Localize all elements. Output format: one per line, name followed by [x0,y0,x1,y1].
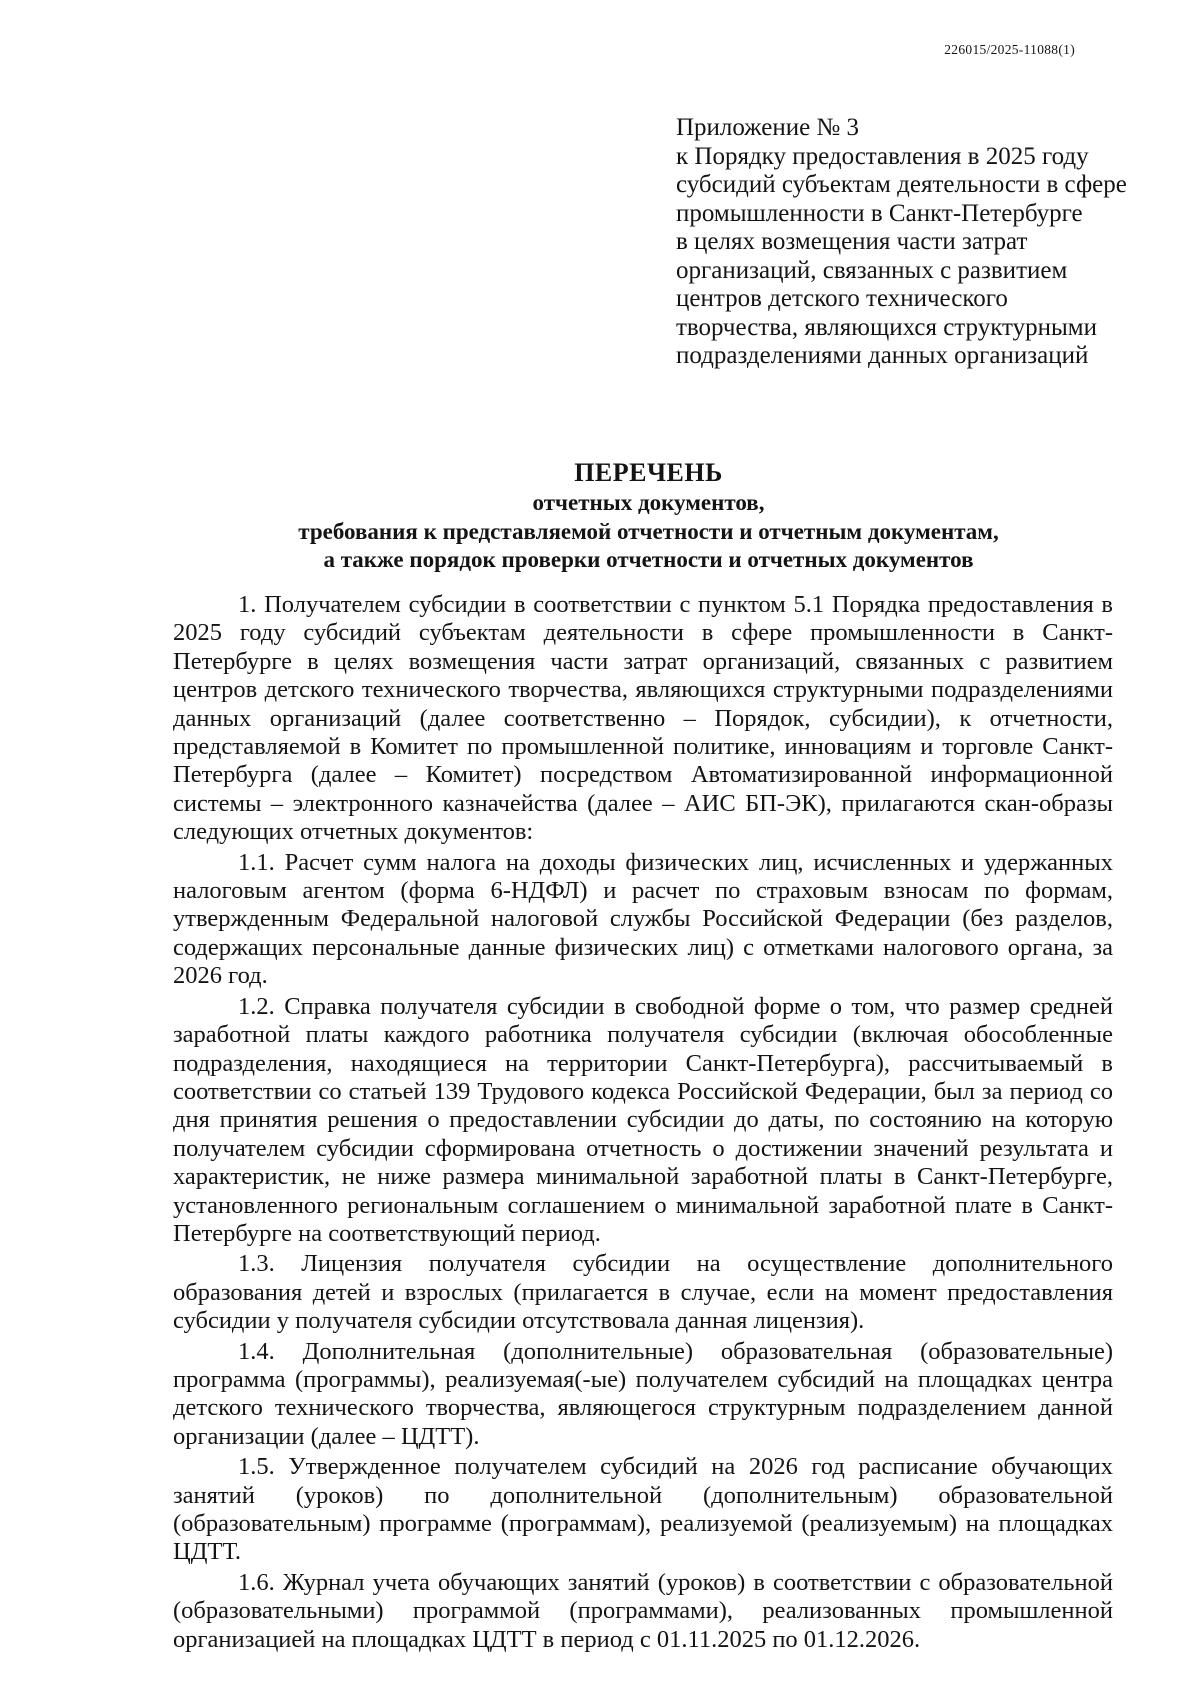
heading-title: ПЕРЕЧЕНЬ [574,458,723,487]
paragraph-1-4: 1.4. Дополнительная (дополнительные) образовательная (образовательные) программа (программы), реализуемая(-ые) получателем субсидий на площадках центра детского технического творчества, являющегося структурным подразделением данной организации (далее – ЦДТТ). [173,1337,1113,1450]
paragraph-1-2: 1.2. Справка получателя субсидии в свободной форме о том, что размер средней заработной платы каждого работника получателя субсидии (включая обособленные подразделения, находящиеся на территории Санкт-Петербурга), рассчитываемый в соответствии со статьей 139 Трудового кодекса Российской Федерации, был за период со дня принятия решения о предоставлении субсидии до даты, по состоянию на которую получателем субсидии сформирована отчетность о достижении значений результата и характеристик, не ниже размера минимальной заработной платы в Санкт-Петербурге, установленного региональным соглашением о минимальной заработной плате в Санкт-Петербурге на соответствующий период. [173,992,1113,1247]
appendix-line: центров детского технического [676,285,1008,312]
paragraph-1-3: 1.3. Лицензия получателя субсидии на осуществление дополнительного образования детей и взрослых (прилагается в случае, если на момент предоставления субсидии у получателя субсидии отсутствовала данная лицензия). [173,1250,1113,1335]
document-body [173,591,1113,1656]
appendix-block [676,114,1136,371]
paragraph-1-6: 1.6. Журнал учета обучающих занятий (уроков) в соответствии с образовательной (образовательными) программой (программами), реализованных промышленной организацией на площадках ЦДТТ в период с 01.11.2025 по 01.12.2026. [173,1568,1113,1653]
appendix-line: в целях возмещения части затрат [676,228,1028,255]
appendix-line: промышленности в Санкт-Петербурге [676,199,1083,227]
document-heading [150,456,1147,575]
paragraph-1: 1. Получателем субсидии в соответствии с пунктом 5.1 Порядка предоставления в 2025 году субсидий субъектам деятельности в сфере промышленности в Санкт-Петербурге в целях возмещения части затрат организаций, связанных с развитием центров детского технического творчества, являющихся структурными подразделениями данных организаций (далее соответственно – Порядок, субсидии), к отчетности, представляемой в Комитет по промышленной политике, инновациям и торговле Санкт-Петербурга (далее – Комитет) посредством Автоматизированной информационной системы – электронного казначейства (далее – АИС БП-ЭК), прилагаются скан-образы следующих отчетных документов: [173,591,1113,846]
appendix-line: подразделениями данных организаций [676,342,1089,369]
appendix-line: к Порядку предоставления в 2025 году [676,142,1089,170]
appendix-line: творчества, являющихся структурными [676,313,1097,341]
heading-subtitle-line: а также порядок проверки отчетности и отчетных документов [323,547,974,572]
paragraph-1-5: 1.5. Утвержденное получателем субсидий на 2026 год расписание обучающих занятий (уроков) по дополнительной (дополнительным) образовательной (образовательным) программе (программам), реализуемой (реализуемым) на площадках ЦДТТ. [173,1453,1113,1566]
appendix-line: Приложение № 3 [676,114,860,141]
paragraph-1-1: 1.1. Расчет сумм налога на доходы физических лиц, исчисленных и удержанных налоговым агентом (форма 6-НДФЛ) и расчет по страховым взносам по формам, утвержденным Федеральной налоговой службы Российской Федерации (без разделов, содержащих персональные данные физических лиц) с отметками налогового органа, за 2026 год. [173,848,1113,990]
appendix-line: субсидий субъектам деятельности в сфере [676,171,1127,198]
heading-subtitle-line: требования к представляемой отчетности и отчетным документам, [298,518,999,544]
appendix-line: организаций, связанных с развитием [676,256,1068,284]
heading-subtitle-line: отчетных документов, [532,490,765,515]
document-registration-number: 226015/2025-11088(1) [944,42,1075,57]
